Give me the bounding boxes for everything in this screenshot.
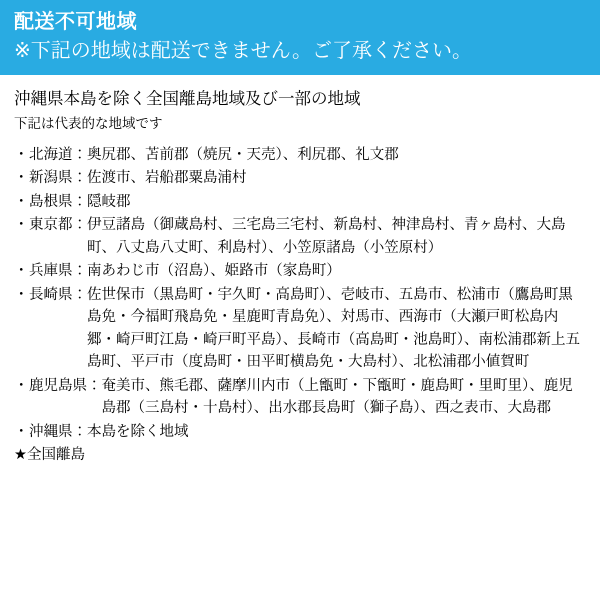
bullet-icon: ・ [14, 423, 29, 440]
lead-main-text: 沖縄県本島を除く全国離島地域及び一部の地域 [14, 89, 361, 108]
region-list [14, 144, 586, 443]
list-item [14, 260, 586, 282]
bullet-icon: ・ [14, 170, 29, 187]
region-prefecture: 新潟県： [29, 170, 87, 187]
notice-banner [0, 0, 600, 75]
region-prefecture: 長崎県： [29, 286, 87, 303]
notice-content [0, 75, 600, 467]
bullet-icon: ・ [14, 217, 29, 234]
region-prefecture: 北海道： [29, 147, 87, 163]
banner-subtitle: ※下記の地域は配送できません。ご了承ください。 [14, 38, 472, 62]
bullet-icon: ・ [14, 377, 29, 394]
bullet-icon: ・ [14, 263, 29, 280]
region-prefecture: 東京都： [29, 217, 87, 234]
banner-title: 配送不可地域 [14, 9, 137, 33]
list-item [14, 191, 586, 213]
footer-note: ★全国離島 [14, 447, 85, 464]
list-item [14, 421, 586, 443]
bullet-icon: ・ [14, 147, 29, 163]
region-detail: 南あわじ市（沼島）、姫路市（家島町） [87, 263, 341, 280]
region-detail: 佐渡市、岩船郡粟島浦村 [87, 170, 247, 187]
region-prefecture: 鹿児島県： [29, 377, 102, 394]
region-prefecture: 島根県： [29, 193, 87, 210]
region-prefecture: 沖縄県： [29, 423, 87, 440]
region-detail: 奄美市、熊毛郡、薩摩川内市（上甑町・下甑町・鹿島町・里町里）、鹿児島郡（三島村・十島村）、出水郡長島町（獅子島）、西之表市、大島郡 [101, 377, 573, 417]
region-detail: 本島を除く地域 [87, 423, 189, 440]
list-item [14, 214, 586, 259]
bullet-icon: ・ [14, 286, 29, 303]
region-detail: 隠岐郡 [87, 193, 131, 210]
region-detail: 伊豆諸島（御蔵島村、三宅島三宅村、新島村、神津島村、青ヶ島村、大島町、八丈島八丈町、利島村）、小笠原諸島（小笠原村） [87, 217, 566, 256]
region-detail: 奥尻郡、苫前郡（焼尻・天売）、利尻郡、礼文郡 [87, 147, 399, 163]
list-item [14, 167, 586, 189]
list-item [14, 284, 586, 374]
list-item [14, 144, 586, 166]
list-item [14, 375, 586, 420]
region-detail: 佐世保市（黒島町・宇久町・高島町）、壱岐市、五島市、松浦市（鷹島町黒島免・今福町飛島免・星鹿町青島免）、対馬市、西海市（大瀬戸町松島内郷・崎戸町江島・崎戸町平島）、長崎市（高島町・池島町）、南松浦郡新上五島町、平戸市（度島町・田平町横島免・大島村）、北松浦郡小値賀町 [87, 286, 580, 371]
lead-sub-text: 下記は代表的な地域です [14, 115, 163, 132]
region-prefecture: 兵庫県： [29, 263, 87, 280]
bullet-icon: ・ [14, 193, 29, 210]
